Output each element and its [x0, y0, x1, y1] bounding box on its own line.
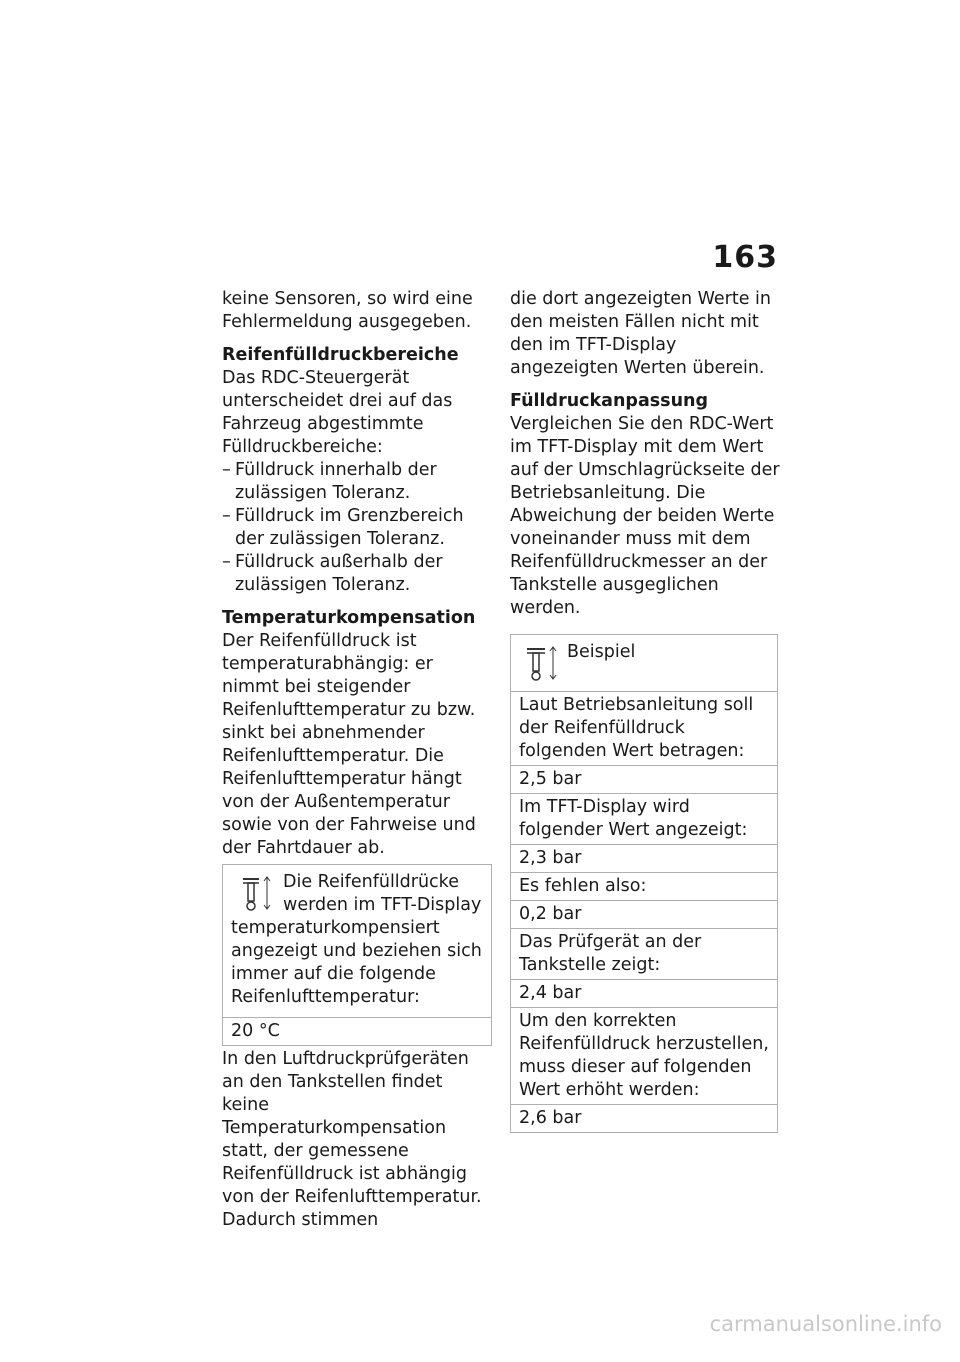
- example-row: Das Prüfgerät an der Tankstelle zeigt:: [511, 928, 777, 979]
- example-row: 2,5 bar: [511, 765, 777, 793]
- note-text: Die Reifenfülldrücke werden im TFT-Display temperaturkompensiert angezeigt und beziehen sich immer auf die folgende Reifenlufttemperatur:: [231, 872, 482, 1007]
- pressure-range-list: [222, 459, 492, 597]
- example-row: Um den korrekten Reifenfülldruck herzustellen, muss dieser auf folgenden Wert erhöht werden:: [511, 1007, 777, 1104]
- section3-text: Vergleichen Sie den RDC-Wert im TFT-Display mit dem Wert auf der Umschlagrückseite der Betriebsanleitung. Die Abweichung der beiden Werte voneinander muss mit dem Reifenfülldruckmesser an der Tankstelle ausgeglichen werden.: [510, 414, 780, 618]
- example-title: Beispiel: [567, 642, 636, 662]
- intro-text: keine Sensoren, so wird eine Fehlermeldung ausgegeben.: [222, 289, 473, 332]
- example-box: [510, 634, 778, 1133]
- note-value: 20 °C: [223, 1017, 491, 1045]
- list-item: – Fülldruck außerhalb der zulässigen Toleranz.: [222, 551, 492, 597]
- example-row: 2,3 bar: [511, 844, 777, 872]
- heading-fuelldruckanpassung: Fülldruckanpassung: [510, 391, 709, 411]
- tire-pressure-gauge-icon: [519, 641, 563, 687]
- section2-text: Der Reifenfülldruck ist temperaturabhängig: er nimmt bei steigender Reifenlufttemperatur zu bzw. sinkt bei abnehmender Reifenlufttemperatur. Die Reifenlufttemperatur hängt von der Außentemperatur sowie von der Fahrweise und der Fahrtdauer ab.: [222, 631, 476, 858]
- note-box: [222, 864, 492, 1046]
- example-row: Laut Betriebsanleitung soll der Reifenfülldruck folgenden Wert betragen:: [511, 691, 777, 765]
- heading-temperaturkompensation: Temperaturkompensation: [222, 608, 476, 628]
- list-item: – Fülldruck innerhalb der zulässigen Toleranz.: [222, 459, 492, 505]
- heading-reifenfuelldruckbereiche: Reifenfülldruckbereiche: [222, 345, 459, 365]
- example-row: 2,6 bar: [511, 1104, 777, 1132]
- list-item: – Fülldruck im Grenzbereich der zulässigen Toleranz.: [222, 505, 492, 551]
- example-row: 0,2 bar: [511, 900, 777, 928]
- after-note-text: In den Luftdruckprüfgeräten an den Tankstellen findet keine Temperaturkompensation statt, der gemessene Reifenfülldruck ist abhängig von der Reifenlufttemperatur. Dadurch stimmen: [222, 1049, 482, 1230]
- example-row: Im TFT-Display wird folgender Wert angezeigt:: [511, 793, 777, 844]
- example-header: [511, 635, 777, 691]
- watermark-footer: carmanualsonline.info: [709, 1312, 942, 1336]
- example-row: 2,4 bar: [511, 979, 777, 1007]
- left-column: [222, 288, 492, 1242]
- section1-text: Das RDC-Steuergerät unterscheidet drei auf das Fahrzeug abgestimmte Fülldruckbereiche:: [222, 368, 453, 457]
- page-number: 163: [712, 240, 778, 275]
- continuation-text: die dort angezeigten Werte in den meisten Fällen nicht mit den im TFT-Display angezeigten Werten überein.: [510, 289, 772, 378]
- right-column: [510, 288, 780, 1135]
- note-content: [223, 865, 491, 1017]
- example-row: Es fehlen also:: [511, 872, 777, 900]
- tire-pressure-gauge-icon: [239, 873, 275, 917]
